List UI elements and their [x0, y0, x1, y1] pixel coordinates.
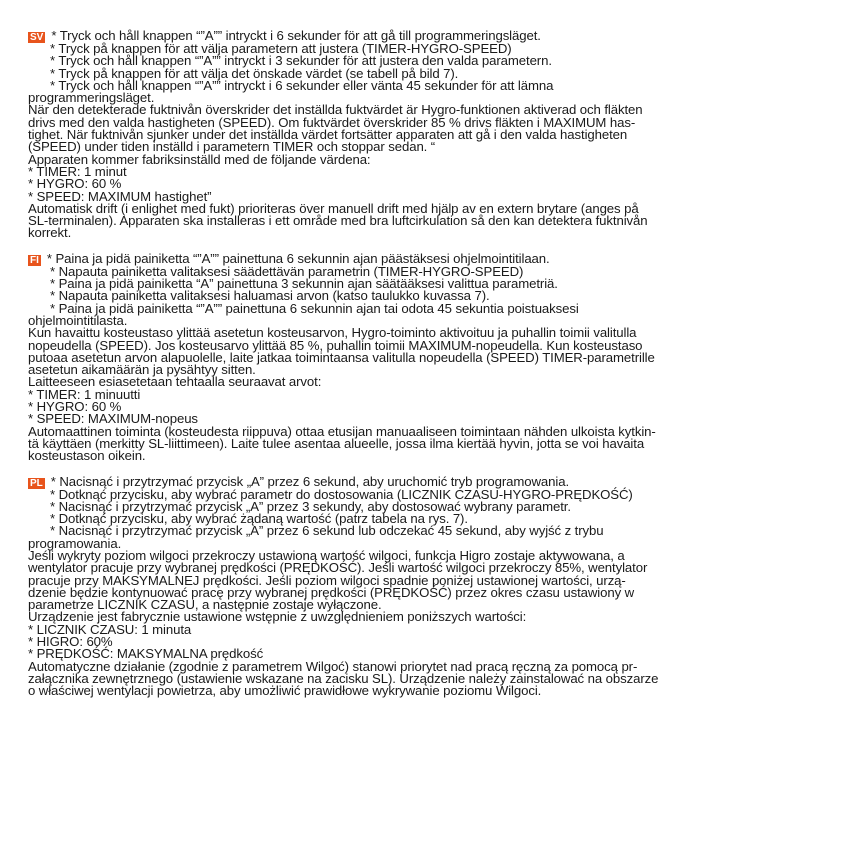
fi-step-3: * Paina ja pidä painiketta “A” painettuna 3 sekunnin ajan säätääksesi valittua parametriä.: [50, 276, 558, 292]
text-line: putoaa asetetun arvon alapuolelle, laite jatkaa toimintaansa valitulla nopeudella (SPEED) TIMER-parametrille: [28, 349, 655, 365]
fi-step-2: * Napauta painiketta valitaksesi säädettävän parametrin (TIMER-HYGRO-SPEED): [50, 263, 524, 279]
text-line: programowania.: [28, 535, 122, 551]
text-line: drivs med den valda hastigheten (SPEED). Om fuktvärdet överskrider 85 % drivs fläkten i MAXIMUM has-: [28, 114, 636, 130]
default-value: * TIMER: 1 minut: [28, 163, 127, 179]
text-line: asetetun aikamäärän ja pysähtyy sitten.: [28, 362, 256, 378]
text-line: (SPEED) under tiden inställd i parametern TIMER och stoppar sedan. “: [28, 139, 436, 155]
text-line: Apparaten kommer fabriksinställd med de följande värdena:: [28, 151, 371, 167]
sv-step-4: * Tryck på knappen för att välja det önskade värdet (se tabell på bild 7).: [50, 65, 459, 81]
default-value: * HYGRO: 60 %: [28, 176, 122, 192]
text-line: programmeringsläget.: [28, 90, 155, 106]
text-line: pracuje przy MAKSYMALNEJ prędkości. Jeśli poziom wilgoci spadnie poniżej ustawionej wartości, urzą-: [28, 572, 626, 588]
pl-step-3: * Nacisnąć i przytrzymać przycisk „A” przez 3 sekundy, aby dostosować wybrany parametr.: [50, 498, 571, 514]
text-line: Laitteeseen esiasetetaan tehtaalla seuraavat arvot:: [28, 374, 322, 390]
text-line: kosteustason oikein.: [28, 448, 146, 464]
pl-step-1: PL * Nacisnąć i przytrzymać przycisk „A” przez 6 sekund, aby uruchomić tryb programowania.: [30, 473, 570, 489]
default-value: * LICZNIK CZASU: 1 minuta: [28, 621, 192, 637]
default-value: * HYGRO: 60 %: [28, 399, 122, 415]
fi-step-5: * Paina ja pidä painiketta “”A”” painettuna 6 sekunnin ajan tai odota 45 sekuntia poistuaksesi: [50, 300, 579, 316]
sv-step-1: SV * Tryck och håll knappen “”A”” intryckt i 6 sekunder för att gå till programmeringsläget.: [30, 28, 541, 43]
fi-step-4: * Napauta painiketta valitaksesi haluamasi arvon (katso taulukko kuvassa 7).: [50, 288, 490, 304]
language-badge-fi: FI: [30, 254, 39, 266]
text-line: wentylator pracuje przy wybranej prędkości (PRĘDKOŚĆ). Jeśli wartość wilgoci przekroczy 85%, wentylator: [28, 560, 648, 576]
text-line: tighet. När fuktnivån sjunker under det inställda värdet fortsätter apparaten att gå i den valda hastigheten: [28, 127, 628, 143]
text-line: załącznika zewnętrznego (ustawienie wskazane na zacisku SL). Urządzenie należy zainstalować na obszarze: [28, 670, 659, 686]
sv-step-5: * Tryck och håll knappen “”A”” intryckt i 6 sekunder eller vänta 45 sekunder för att lämna: [50, 77, 554, 93]
pl-step-4: * Dotknąć przycisku, aby wybrać żądaną wartość (patrz tabela na rys. 7).: [50, 511, 468, 527]
text-line: Kun havaittu kosteustaso ylittää asetetun kosteusarvon, Hygro-toiminto aktivoituu ja puhallin toimii valitulla: [28, 325, 637, 341]
fi-step-1: FI * Paina ja pidä painiketta “”A”” painettuna 6 sekunnin ajan päästäksesi ohjelmointitilaan.: [30, 250, 550, 266]
section-fi: [28, 250, 812, 464]
text-line: Urządzenie jest fabrycznie ustawione wstępnie z uwzględnieniem poniższych wartości:: [28, 609, 527, 625]
pl-step-5: * Nacisnąć i przytrzymać przycisk „A” przez 6 sekund lub odczekać 45 sekund, aby wyjść z trybu: [50, 523, 604, 539]
default-value: * HIGRO: 60%: [28, 634, 113, 650]
text-line: parametrze LICZNIK CZASU, a następnie zostaje wyłączone.: [28, 597, 382, 613]
text-line: nopeudella (SPEED). Jos kosteusarvo ylittää 85 %, puhallin toimii MAXIMUM-nopeudella. Kun kosteustaso: [28, 337, 643, 353]
text-line: SL-terminalen). Apparaten ska installeras i ett område med bra luftcirkulation så den kan detektera fuktnivån: [28, 213, 648, 229]
text-line: korrekt.: [28, 225, 72, 241]
default-value: * SPEED: MAXIMUM-nopeus: [28, 411, 198, 427]
default-value: * PRĘDKOŚĆ: MAKSYMALNA prędkość: [28, 646, 264, 662]
language-badge-sv: SV: [30, 32, 44, 43]
text-line: tä käyttäen (merkitty SL-liittimeen). Laite tulee asentaa alueelle, jossa ilma kiertää hyvin, jotta se voi havaita: [28, 435, 645, 451]
text-line: Automaattinen toiminta (kosteudesta riippuva) ottaa etusijan manuaaliseen toimintaan nähden ulkoista kytkin-: [28, 423, 656, 439]
text-line: ohjelmointitilasta.: [28, 312, 128, 328]
text-line: Automatisk drift (i enlighet med fukt) prioriteras över manuell drift med hjälp av en extern brytare (anges på: [28, 200, 639, 216]
default-value: * TIMER: 1 minuutti: [28, 386, 141, 402]
default-value: * SPEED: MAXIMUM hastighet”: [28, 188, 212, 204]
language-badge-pl: PL: [30, 477, 43, 489]
text-line: När den detekterade fuktnivån överskrider det inställda fuktvärdet är Hygro-funktionen aktiverad och fläkten: [28, 102, 643, 118]
sv-step-3: * Tryck och håll knappen “”A”” intryckt i 3 sekunder för att justera den valda parametern.: [50, 53, 552, 69]
text-line: Jeśli wykryty poziom wilgoci przekroczy ustawioną wartość wilgoci, funkcja Higro zostaje aktywowana, a: [28, 547, 625, 563]
pl-step-2: * Dotknąć przycisku, aby wybrać parametr do dostosowania (LICZNIK CZASU-HYGRO-PRĘDKOŚĆ): [50, 486, 633, 502]
text-line: dzenie będzie kontynuować pracę przy wybranej prędkości (PRĘDKOŚĆ) przez okres czasu ustawiony w: [28, 584, 635, 600]
text-line: o właściwej wentylacji powietrza, aby umożliwić prawidłowe wykrywanie poziomu Wilgoci.: [28, 683, 542, 699]
section-sv: [28, 30, 812, 240]
sv-step-2: * Tryck på knappen för att välja parametern att justera (TIMER-HYGRO-SPEED): [50, 41, 512, 56]
text-line: Automatyczne działanie (zgodnie z parametrem Wilgoć) stanowi priorytet nad pracą ręczną za pomocą pr-: [28, 658, 638, 674]
section-pl: [28, 473, 812, 699]
